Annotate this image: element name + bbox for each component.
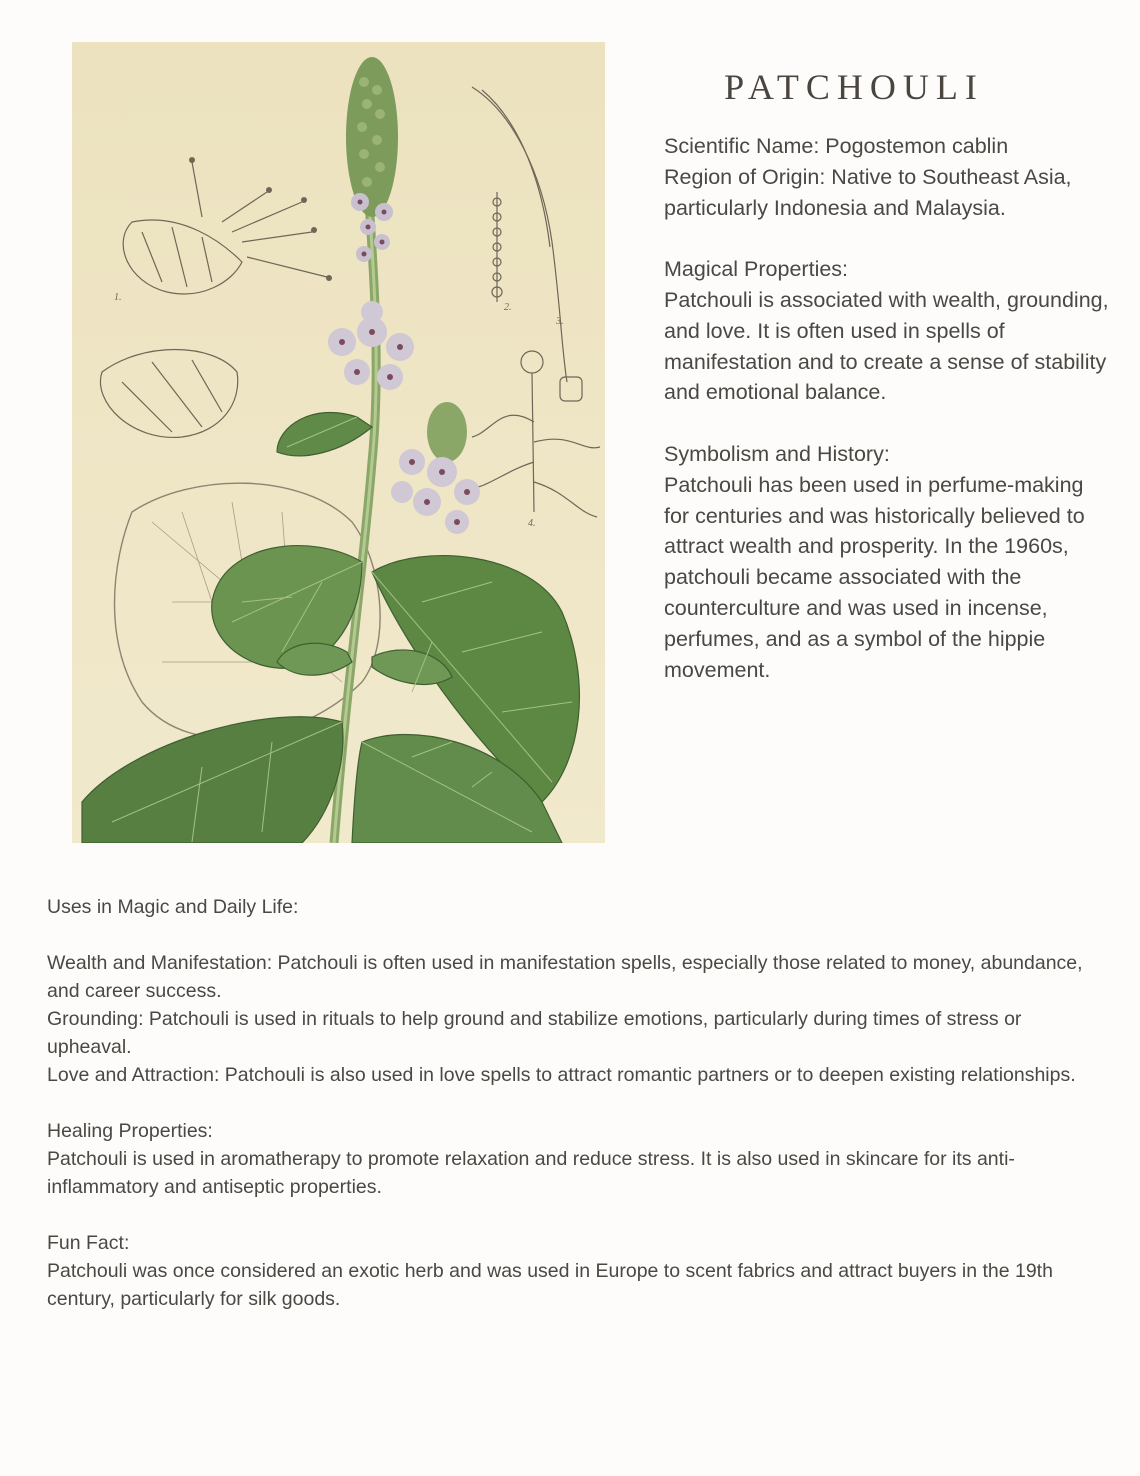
page-title: PATCHOULI bbox=[724, 67, 984, 107]
healing-heading: Healing Properties: bbox=[47, 1120, 213, 1142]
use-item-grounding: Grounding: Patchouli is used in rituals to help ground and stabilize emotions, particularly during times of stress or upheaval. bbox=[47, 1008, 1022, 1058]
magical-properties-text: Patchouli is associated with wealth, grounding, and love. It is often used in spells of manifestation and to create a sense of stability and emotional balance. bbox=[664, 287, 1109, 405]
symbolism-heading: Symbolism and History: bbox=[664, 441, 890, 466]
patchouli-botanical-icon bbox=[72, 42, 605, 843]
figure-number-4: 4. bbox=[528, 518, 536, 529]
scientific-name: Scientific Name: Pogostemon cablin bbox=[664, 134, 1009, 158]
healing-text: Patchouli is used in aromatherapy to promote relaxation and reduce stress. It is also used in skincare for its anti-inflammatory and antiseptic properties. bbox=[47, 1148, 1015, 1198]
figure-number-2: 2. bbox=[504, 302, 512, 313]
overview-section bbox=[664, 131, 1114, 685]
figure-number-3: 3. bbox=[556, 316, 564, 327]
use-item-love: Love and Attraction: Patchouli is also used in love spells to attract romantic partners or to deepen existing relationships. bbox=[47, 1064, 1076, 1086]
region-of-origin: Region of Origin: Native to Southeast Asia, particularly Indonesia and Malaysia. bbox=[664, 164, 1072, 220]
figure-number-1: 1. bbox=[114, 292, 122, 303]
fun-fact-heading: Fun Fact: bbox=[47, 1232, 130, 1254]
fun-fact-text: Patchouli was once considered an exotic herb and was used in Europe to scent fabrics and attract buyers in the 19th century, particularly for silk goods. bbox=[47, 1260, 1053, 1310]
magical-properties-heading: Magical Properties: bbox=[664, 257, 849, 282]
details-section bbox=[47, 893, 1097, 1313]
uses-heading: Uses in Magic and Daily Life: bbox=[47, 896, 299, 918]
use-item-wealth: Wealth and Manifestation: Patchouli is often used in manifestation spells, especially those related to money, abundance, and career success. bbox=[47, 952, 1083, 1002]
symbolism-text: Patchouli has been used in perfume-making for centuries and was historically believed to attract wealth and prosperity. In the 1960s, patchouli became associated with the counterculture and was used in incense, perfumes, and as a symbol of the hippie movement. bbox=[664, 472, 1085, 682]
patchouli-illustration bbox=[72, 42, 605, 843]
